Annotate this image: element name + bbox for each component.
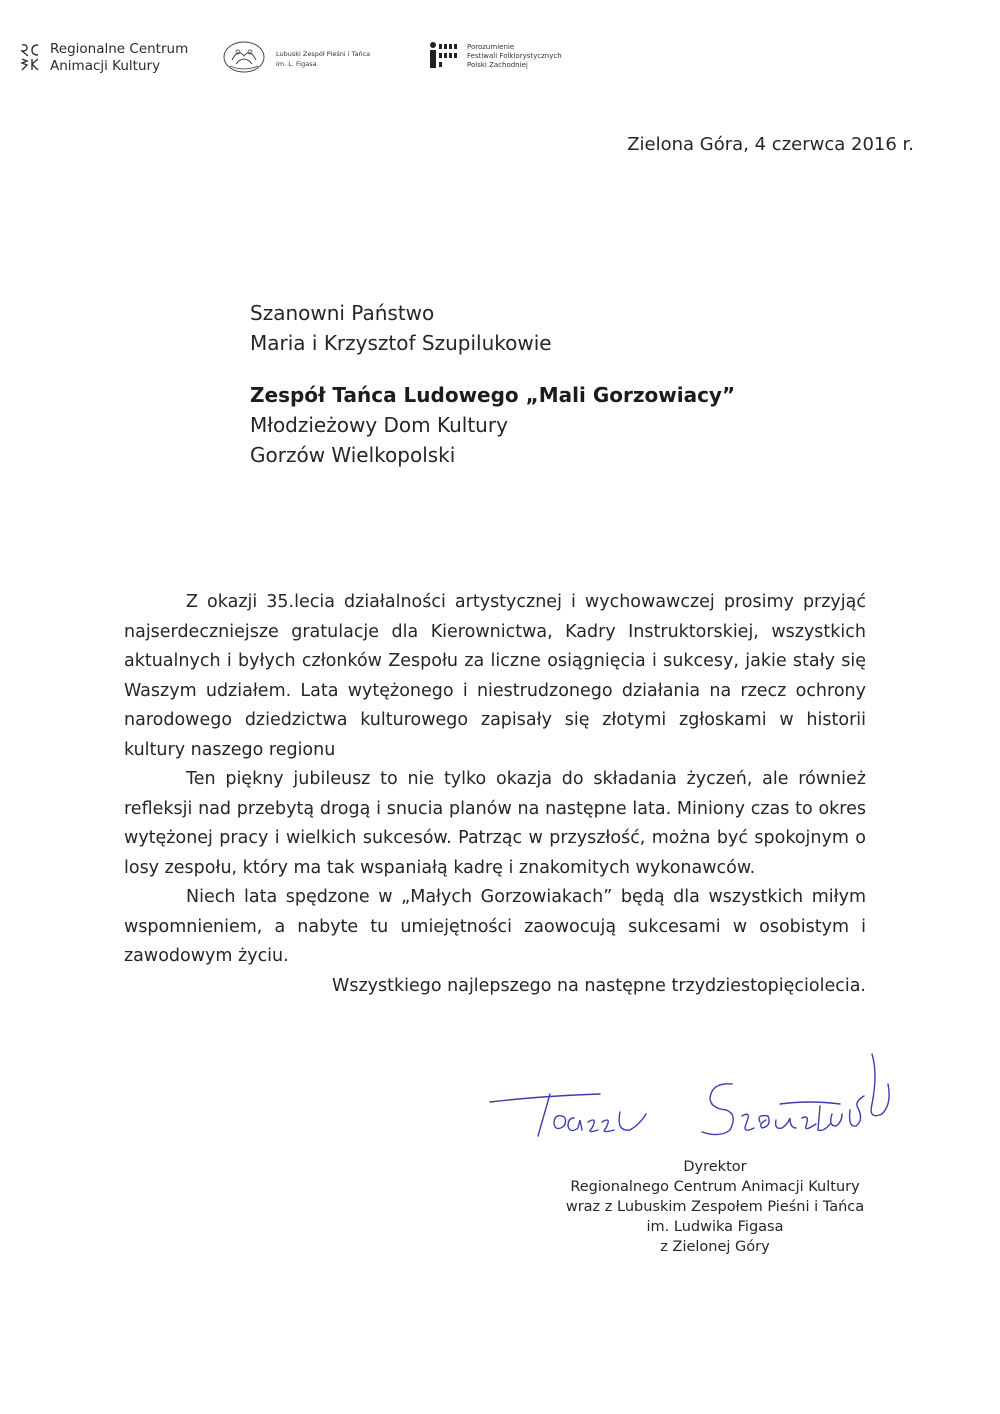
recipient-institution: Młodzieżowy Dom Kultury [250, 413, 508, 437]
signatory-line4: im. Ludwika Figasa [646, 1219, 784, 1235]
rcak-logo-line2: Animacji Kultury [50, 58, 161, 74]
signatory-block [520, 1157, 910, 1257]
pff-logo-line2: Festiwali Folklorystycznych [467, 52, 562, 60]
letter-body [124, 588, 866, 1001]
recipient-address [250, 298, 735, 470]
letter-date: Zielona Góra, 4 czerwca 2016 r. [627, 134, 914, 155]
body-paragraph-1: Z okazji 35.lecia działalności artystycznej i wychowawczej prosimy przyjąć najserdeczniejsze gratulacje dla Kierownictwa, Kadry Instruktorskiej, wszystkich aktualnych i byłych członków Zespołu za liczne osiągnięcia i sukcesy, jakie stały się Waszym udziałem. Lata wytężonego i niestrudzonego działania na rzecz ochrony narodowego dziedzictwa kulturowego zapisały się złotymi zgłoskami w historii kultury naszego regionu [124, 592, 866, 760]
recipient-salutation: Szanowni Państwo [250, 301, 435, 325]
lubuski-zespol-logo-icon [222, 40, 266, 74]
signatory-title: Dyrektor [683, 1159, 747, 1175]
body-closing: Wszystkiego najlepszego na następne trzydziestopięciolecia. [332, 975, 866, 996]
rcak-logo-icon [20, 42, 40, 74]
lubuski-zespol-logo-text [276, 49, 370, 69]
lzpt-logo-line1: Lubuski Zespół Pieśni i Tańca [276, 50, 371, 58]
rcak-logo-text [50, 41, 188, 75]
porozumienie-festiwali-logo-icon [428, 41, 458, 71]
signatory-line5: z Zielonej Góry [660, 1239, 770, 1255]
recipient-ensemble: Zespół Tańca Ludowego „Mali Gorzowiacy” [250, 383, 736, 407]
body-paragraph-3: Niech lata spędzone w „Małych Gorzowiakach” będą dla wszystkich miłym wspomnieniem, a nabyte tu umiejętności zaowocują sukcesami w osobistym i zawodowym życiu. [124, 887, 866, 966]
body-paragraph-2: Ten piękny jubileusz to nie tylko okazja do składania życzeń, ale również refleksji nad przebytą drogą i snucia planów na następne lata. Miniony czas to okres wytężonej pracy i wielkich sukcesów. Patrząc w przyszłość, można być spokojnym o losy zespołu, który ma tak wspaniałą kadrę i znakomitych wykonawców. [124, 769, 866, 878]
recipient-city: Gorzów Wielkopolski [250, 443, 456, 467]
recipient-names: Maria i Krzysztof Szupilukowie [250, 331, 552, 355]
pff-logo-line3: Polski Zachodniej [467, 61, 528, 69]
pff-logo-line1: Porozumienie [467, 43, 515, 51]
lzpt-logo-line2: im. L. Figasa [276, 60, 317, 68]
handwritten-signature [480, 1044, 900, 1144]
signatory-line2: Regionalnego Centrum Animacji Kultury [570, 1179, 860, 1195]
rcak-logo-line1: Regionalne Centrum [50, 41, 189, 57]
signatory-line3: wraz z Lubuskim Zespołem Pieśni i Tańca [565, 1199, 865, 1215]
porozumienie-festiwali-logo-text [467, 43, 562, 70]
